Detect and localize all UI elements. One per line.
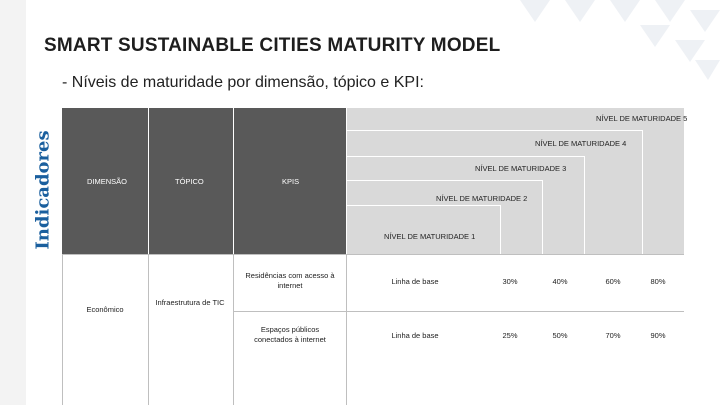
body-line-top xyxy=(62,254,684,255)
topic-cell: Infraestrutura de TIC xyxy=(155,298,225,307)
level-3-col xyxy=(584,156,585,254)
base-cell: Linha de base xyxy=(391,331,439,340)
level-4-value: 60% xyxy=(605,277,621,286)
level-3-label: NÍVEL DE MATURIDADE 3 xyxy=(475,164,567,173)
level-3-value: 40% xyxy=(552,277,568,286)
level-5-label: NÍVEL DE MATURIDADE 5 xyxy=(596,114,688,123)
header-sep-1 xyxy=(148,108,149,254)
body-col-1 xyxy=(148,254,149,405)
level-1-line xyxy=(346,205,500,206)
level-5-value: 80% xyxy=(650,277,666,286)
level-1-step xyxy=(346,205,500,254)
header-topic: TÓPICO xyxy=(175,177,204,186)
decorative-triangle-pattern xyxy=(490,0,720,90)
level-2-value: 25% xyxy=(502,331,518,340)
indicadores-label: Indicadores xyxy=(32,130,54,250)
level-3-value: 50% xyxy=(552,331,568,340)
level-4-label: NÍVEL DE MATURIDADE 4 xyxy=(535,139,627,148)
level-3-line xyxy=(346,156,584,157)
header-kpis: KPIS xyxy=(282,177,300,186)
level-2-col xyxy=(542,180,543,254)
level-4-value: 70% xyxy=(605,331,621,340)
level-2-value: 30% xyxy=(502,277,518,286)
dimension-cell: Econômico xyxy=(86,305,124,314)
kpi-cell: Espaços públicos conectados à internet xyxy=(254,325,326,344)
left-side-strip xyxy=(0,0,26,405)
level-2-label: NÍVEL DE MATURIDADE 2 xyxy=(436,194,528,203)
level-4-col xyxy=(642,130,643,254)
header-dimension: DIMENSÃO xyxy=(87,177,128,186)
body-col-2 xyxy=(233,254,234,405)
page-subtitle: - Níveis de maturidade por dimensão, tópico e KPI: xyxy=(62,74,424,91)
body-row-divider xyxy=(233,311,684,312)
level-1-label: NÍVEL DE MATURIDADE 1 xyxy=(384,232,476,241)
table-body xyxy=(62,254,685,405)
header-sep-2 xyxy=(233,108,234,254)
kpi-cell: Residências com acesso à internet xyxy=(245,271,335,290)
body-col-3 xyxy=(346,254,347,405)
base-cell: Linha de base xyxy=(391,277,439,286)
level-4-line xyxy=(346,130,642,131)
side-label xyxy=(32,120,54,260)
level-1-col xyxy=(500,205,501,254)
level-5-value: 90% xyxy=(650,331,666,340)
page-title: SMART SUSTAINABLE CITIES MATURITY MODEL xyxy=(44,35,501,56)
level-2-line xyxy=(346,180,542,181)
